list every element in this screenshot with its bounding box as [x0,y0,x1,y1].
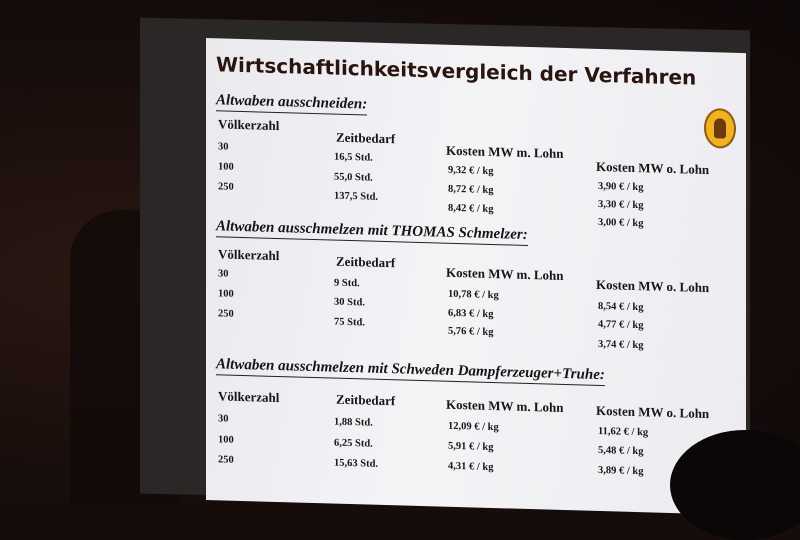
table-cell: 30 [218,268,229,280]
table-cell: 3,00 € / kg [598,216,644,230]
section-heading: Altwaben ausschmelzen mit THOMAS Schmelzer: [216,218,528,246]
beekeeping-logo-icon [704,108,736,149]
table-cell: 3,30 € / kg [598,198,644,212]
slide-title: Wirtschaftlichkeitsvergleich der Verfahren [216,52,697,90]
table-cell: 8,42 € / kg [448,202,494,216]
table-cell: 12,09 € / kg [448,420,499,434]
table-cell: 4,31 € / kg [448,460,494,474]
table-cell: 5,48 € / kg [598,444,644,458]
audience-head-silhouette [670,430,800,540]
column-header-cost-without-wage: Kosten MW o. Lohn [596,402,710,422]
section-cutting [206,92,746,230]
table-cell: 6,25 Std. [334,437,373,450]
section-thomas-melter [206,218,746,352]
column-header-colonies: Völkerzahl [218,388,280,406]
table-cell: 5,91 € / kg [448,440,494,454]
table-cell: 4,77 € / kg [598,318,644,332]
column-header-cost-without-wage: Kosten MW o. Lohn [596,158,710,178]
projected-slide [206,38,746,515]
column-header-cost-without-wage: Kosten MW o. Lohn [596,276,710,296]
column-header-time: Zeitbedarf [336,129,396,147]
table-cell: 8,72 € / kg [448,183,494,197]
table-cell: 3,89 € / kg [598,464,644,478]
column-header-colonies: Völkerzahl [218,116,280,134]
table-cell: 8,54 € / kg [598,300,644,314]
column-header-time: Zeitbedarf [336,253,396,271]
table-cell: 6,83 € / kg [448,307,494,321]
table-cell: 1,88 Std. [334,416,373,429]
section-swedish-steam [206,356,746,478]
table-cell: 75 Std. [334,316,365,329]
table-cell: 5,76 € / kg [448,325,494,339]
column-header-cost-with-wage: Kosten MW m. Lohn [446,264,564,283]
column-header-time: Zeitbedarf [336,391,396,409]
table-cell: 9 Std. [334,277,360,290]
section-heading: Altwaben ausschneiden: [216,92,367,115]
table-cell: 11,62 € / kg [598,425,649,439]
table-cell: 250 [218,181,234,193]
table-cell: 100 [218,161,234,173]
column-header-cost-with-wage: Kosten MW m. Lohn [446,396,564,415]
table-cell: 250 [218,454,234,466]
table-cell: 55,0 Std. [334,171,373,184]
table-cell: 100 [218,434,234,446]
section-heading: Altwaben ausschmelzen mit Schweden Dampferzeuger+Truhe: [216,356,605,386]
table-cell: 3,90 € / kg [598,180,644,194]
table-cell: 100 [218,288,234,300]
table-cell: 30 [218,141,229,153]
column-header-cost-with-wage: Kosten MW m. Lohn [446,142,564,161]
table-cell: 10,78 € / kg [448,288,499,302]
table-cell: 15,63 Std. [334,457,379,470]
table-cell: 30 [218,413,229,425]
table-cell: 137,5 Std. [334,190,379,203]
table-cell: 250 [218,308,234,320]
table-cell: 16,5 Std. [334,151,373,164]
table-cell: 9,32 € / kg [448,164,494,178]
column-header-colonies: Völkerzahl [218,246,280,264]
table-cell: 3,74 € / kg [598,338,644,352]
table-cell: 30 Std. [334,296,365,309]
